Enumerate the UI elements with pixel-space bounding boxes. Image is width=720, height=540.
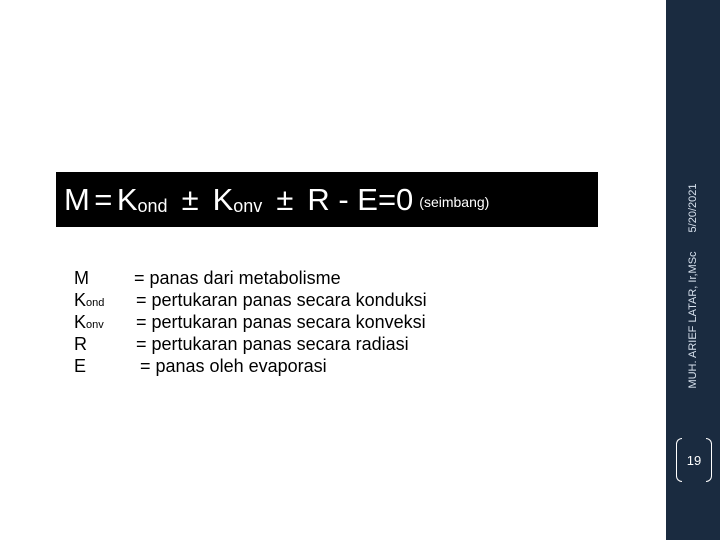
formula-equals: = [94,181,113,217]
definition-symbol-sub: ond [86,297,105,309]
formula-plus-minus-2: ± [276,181,294,217]
formula-k2: K [212,181,234,217]
formula-rest: R - E=0 [307,181,414,217]
definition-symbol: Konv [74,312,104,332]
slide-author: MUH. ARIEF LATAR, Ir,MSc [687,251,699,389]
formula-title-bar [56,172,598,227]
formula-note: (seimbang) [419,193,490,210]
left-bracket-icon [676,438,682,482]
definition-text: = panas oleh evaporasi [140,356,327,376]
formula-k1-sub: ond [137,196,168,216]
formula-m: M [64,181,90,217]
definition-text: = pertukaran panas secara konduksi [136,290,427,310]
definition-symbol-sub: onv [86,319,104,331]
formula-plus-minus-1: ± [181,181,199,217]
formula-k2-sub: onv [233,196,263,216]
formula-k1: K [116,181,138,217]
slide-date: 5/20/2021 [687,183,699,233]
definition-symbol: Kond [74,290,105,310]
definition-symbol: R [74,334,87,354]
definition-text: = pertukaran panas secara konveksi [136,312,426,332]
definition-symbol: E [74,356,87,376]
definition-text: = panas dari metabolisme [134,268,341,288]
definition-symbol: M [74,268,89,288]
definition-text: = pertukaran panas secara radiasi [136,334,409,354]
right-bracket-icon [706,438,712,482]
page-number-box [676,438,712,482]
page-number: 19 [686,452,702,468]
